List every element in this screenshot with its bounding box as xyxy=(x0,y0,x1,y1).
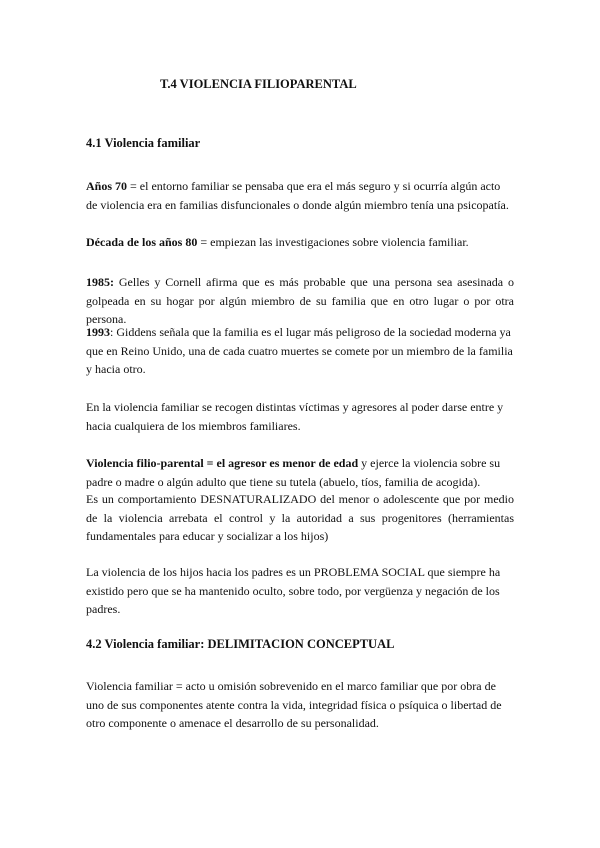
paragraph-lead: Violencia filio-parental = el agresor es menor de edad xyxy=(86,456,359,470)
paragraph-decada-80 xyxy=(86,233,514,252)
paragraph-text: Gelles y Cornell afirma que es más probable que una persona sea asesinada o golpeada en su hogar por algún miembro de su familia que en otro lugar o por otra persona. xyxy=(86,275,514,326)
paragraph-1993 xyxy=(86,323,514,379)
paragraph-definicion-violencia-familiar xyxy=(86,677,514,733)
paragraph-text: = empiezan las investigaciones sobre violencia familiar. xyxy=(197,235,469,249)
section-heading-4-2: 4.2 Violencia familiar: DELIMITACION CONCEPTUAL xyxy=(86,637,395,651)
paragraph-text: : Giddens señala que la familia es el lugar más peligroso de la sociedad moderna ya que en Reino Unido, una de cada cuatro muertes se comete por un miembro de la familia y hacia otro. xyxy=(86,325,513,376)
paragraph-problema-social xyxy=(86,563,514,619)
paragraph-desnaturalizado xyxy=(86,490,514,546)
section-heading-4-1: 4.1 Violencia familiar xyxy=(86,136,201,150)
paragraph-text: Violencia familiar = acto u omisión sobrevenido en el marco familiar que por obra de uno de sus componentes atente contra la vida, integridad física o psíquica o libertad de otro componente o amenace el desarrollo de su personalidad. xyxy=(86,679,502,730)
paragraph-text: En la violencia familiar se recogen distintas víctimas y agresores al poder darse entre y hacia cualquiera de los miembros familiares. xyxy=(86,400,504,433)
paragraph-text: y ejerce la violencia sobre su padre o madre o algún adulto que tiene su tutela (abuelo, tíos, familia de acogida). xyxy=(86,456,501,489)
paragraph-victimas-agresores xyxy=(86,398,514,435)
document-title: T.4 VIOLENCIA FILIOPARENTAL xyxy=(160,77,357,91)
paragraph-text: = el entorno familiar se pensaba que era el más seguro y si ocurría algún acto de violencia era en familias disfuncionales o donde algún miembro tenía una psicopatía. xyxy=(86,179,509,212)
paragraph-lead: Años 70 xyxy=(86,179,128,193)
paragraph-anos-70 xyxy=(86,177,514,214)
paragraph-text: La violencia de los hijos hacia los padres es un PROBLEMA SOCIAL que siempre ha existido pero que se ha mantenido oculto, sobre todo, por vergüenza y negación de los padres. xyxy=(86,565,501,616)
paragraph-text: Es un comportamiento DESNATURALIZADO del menor o adolescente que por medio de la violencia arrebata el control y la autoridad a sus progenitores (herramientas fundamentales para educar y socializar a los hijos) xyxy=(86,492,514,543)
paragraph-lead: 1985: xyxy=(86,275,114,289)
paragraph-lead: Década de los años 80 xyxy=(86,235,198,249)
paragraph-1985 xyxy=(86,273,514,329)
paragraph-lead: 1993 xyxy=(86,325,110,339)
paragraph-violencia-filio-parental xyxy=(86,454,514,491)
